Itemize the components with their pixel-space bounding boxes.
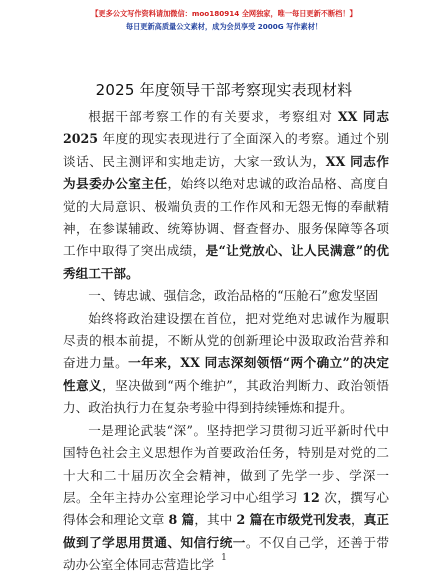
text-run: 根据干部考察工作的有关要求，考察组对	[88, 109, 338, 124]
bold-text-run: XX 同志 2025	[63, 109, 389, 147]
bold-text-run: 一年来，XX 同志深刻领悟“两个确立”的决定性意义	[63, 355, 390, 393]
text-run: ，坚决做到“两个维护”，其政治判断力、政治领悟力、政治执行力在复杂考验中得到持续锤炼和提升。	[63, 377, 389, 416]
bold-text-run: 12	[302, 489, 320, 505]
bold-text-run: 2 篇在市级党刊发表	[236, 512, 352, 528]
promo-banner	[0, 7, 448, 33]
text-run: ，其中	[194, 512, 237, 528]
bold-text-run: 是“让党放心、让人民满意”的优秀组工干部。	[63, 243, 389, 281]
paragraph	[63, 106, 389, 285]
text-run: 年度的现实表现进行了全面深入的考察。通过个别谈话、民主测评和实地走访，大家一致认为，	[63, 131, 389, 169]
page-number: 1	[221, 553, 227, 563]
bold-text-run: 8 篇	[168, 512, 195, 528]
text-run: 次，撰写心得体会和理论文章	[63, 489, 389, 528]
document-title: 2025 年度领导干部考察现实表现材料	[95, 81, 353, 99]
promo-banner-line-2: 每日更新高质量公文素材，成为会员享受 2000G 写作素材！	[125, 22, 323, 31]
bold-text-run: 真正做到了学思用贯通、知信行统一	[63, 512, 389, 550]
promo-banner-line-1: 【更多公文写作资料请加微信：moo180914 全网独家，唯一每日更新不断档！】	[91, 9, 357, 18]
text-run: ，	[351, 512, 364, 528]
text-run: 一、铸忠诚、强信念，政治品格的“压舱石”愈发坚固	[88, 288, 379, 304]
section-heading	[63, 285, 389, 307]
text-run: 一是理论武装“深”。坚持把学习贯彻习近平新时代中国特色社会主义思想作为首要政治任务，特别是对党的二十大和二十届历次全会精神，做到了先学一步、学深一层。全年主持办公室理论学习中心组学习	[63, 422, 389, 505]
text-run: 始终将政治建设摆在首位，把对党绝对忠诚作为履职尽责的根本前提，不断从党的创新理论中汲取政治营养和奋进力量。	[63, 310, 389, 371]
document-body	[63, 106, 389, 577]
paragraph	[63, 308, 389, 420]
text-run: 。不仅自己学，还善于带动办公室全体同志营造比学	[63, 534, 390, 573]
text-run: ，始终以绝对忠诚的政治品格、高度自觉的大局意识、极端负责的工作作风和无怨无悔的奉献精神，在参谋辅政、统筹协调、督查督办、服务保障等各项工作中取得了突出成绩，	[63, 176, 389, 259]
bold-text-run: XX 同志作为县委办公室主任	[63, 153, 389, 192]
